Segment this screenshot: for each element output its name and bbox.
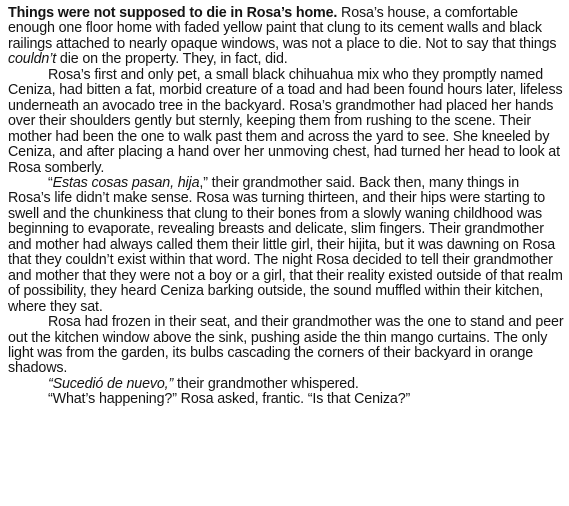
paragraph-1 <box>8 6 565 68</box>
opening-sentence: Things were not supposed to die in Rosa’s home. <box>8 5 338 21</box>
spanish-quote: Estas cosas pasan, hija <box>52 174 200 191</box>
paragraph-6 <box>8 392 565 407</box>
text-segment: Rosa’s first and only pet, a small black chihuahua mix who they promptly named Ceniza, had bitten a fat, morbid creature of a toad and had been found hours later, lifeless underneath an avocado tree in the backyard. Rosa’s grandmother had placed her hands over their shoulders gently but sternly, keeping them from rushing to the scene. Their mother had been the one to walk past them and across the yard to see. She kneeled by Ceniza, and after placing a hand over her unmoving chest, had turned her head to look at Rosa somberly. <box>8 66 563 176</box>
text-segment: Rosa’s house, a comfortable enough one floor home with faded yellow paint that clung to its cement walls and black railings attached to nearly opaque windows, was not a place to die. Not to say that things <box>8 5 557 52</box>
text-segment: Rosa had frozen in their seat, and their grandmother was the one to stand and peer out the kitchen window above the sink, pushing aside the thin mango curtains. The only light was from the garden, its bulbs cascading the corners of their backyard in orange shadows. <box>8 314 564 377</box>
spanish-quote: “Sucedió de nuevo,” <box>48 375 174 392</box>
paragraph-2 <box>8 68 565 176</box>
text-segment: their grandmother whispered. <box>173 375 359 392</box>
text-segment: die on the property. They, in fact, did. <box>56 51 288 68</box>
text-segment: ,” their grandmother said. Back then, many things in Rosa’s life didn’t make sense. Rosa was turning thirteen, and their hips were starting to swell and the chunkiness that clung to their bones from a slowly waning childhood was beginning to evaporate, revealing breasts and delicate, slim fingers. Their grandmother and mother had always called them their little girl, their hijita, but it was dawning on Rosa that they couldn’t exist within that word. The night Rosa decided to tell their grandmother and mother that they were not a boy or a girl, that their reality existed outside of that realm of possibility, they heard Ceniza barking outside, the sound muffled within their kitchen, where they sat. <box>8 174 563 315</box>
italic-word: couldn’t <box>8 51 57 68</box>
paragraph-4 <box>8 315 565 377</box>
paragraph-3 <box>8 176 565 315</box>
text-segment: “ <box>48 174 53 191</box>
dialogue-line: “What’s happening?” Rosa asked, frantic. “Is that Ceniza?” <box>48 391 411 408</box>
paragraph-5 <box>8 377 565 392</box>
